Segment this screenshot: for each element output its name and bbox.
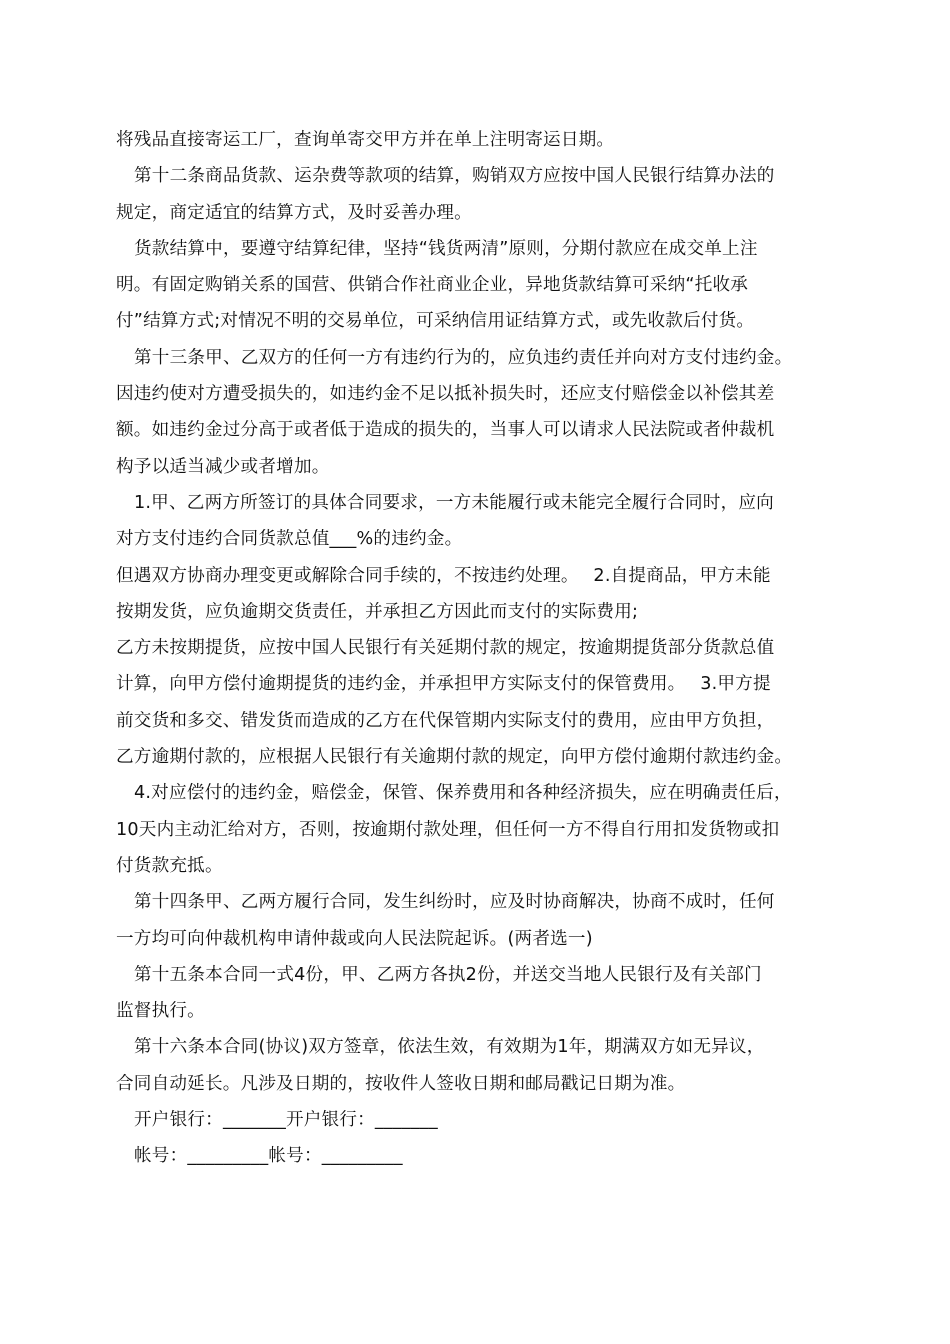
text-line: 合同自动延长。凡涉及日期的，按收件人签收日期和邮局戳记日期为准。 (116, 1073, 686, 1094)
text-line: 规定，商定适宜的结算方式，及时妥善办理。 (116, 202, 472, 223)
text-line: 按期发货，应负逾期交货责任，并承担乙方因此而支付的实际费用; (116, 601, 639, 622)
contract-text (116, 122, 836, 1175)
text-line: 1.甲、乙两方所签订的具体合同要求，一方未能履行或未能完全履行合同时，应向 (134, 492, 774, 513)
text-line: 乙方未按期提货，应按中国人民银行有关延期付款的规定，按逾期提货部分货款总值 (116, 638, 775, 659)
text-line: 第十四条甲、乙两方履行合同，发生纠纷时，应及时协商解决，协商不成时，任何 (134, 892, 775, 913)
text-line: 额。如违约金过分高于或者低于造成的损失的，当事人可以请求人民法院或者仲裁机 (116, 420, 775, 441)
text-line: 第十三条甲、乙双方的任何一方有违约行为的，应负违约责任并向对方支付违约金。 (134, 347, 793, 368)
text-line: 付货款充抵。 (116, 855, 223, 876)
text-line: 第十二条商品货款、运杂费等款项的结算，购销双方应按中国人民银行结算办法的 (134, 166, 775, 187)
text-line: 4.对应偿付的违约金，赔偿金，保管、保养费用和各种经济损失，应在明确责任后， (134, 783, 792, 804)
text-line: 对方支付违约合同货款总值___%的违约金。 (116, 529, 463, 550)
text-line: 帐号：_________帐号：_________ (134, 1146, 403, 1167)
text-line: 计算，向甲方偿付逾期提货的违约金，并承担甲方实际支付的保管费用。 3.甲方提 (116, 674, 771, 695)
text-line: 明。有固定购销关系的国营、供销合作社商业企业，异地货款结算可采纳“托收承 (116, 275, 749, 296)
text-line: 乙方逾期付款的，应根据人民银行有关逾期付款的规定，向甲方偿付逾期付款违约金。 (116, 747, 793, 768)
text-line: 付”结算方式;对情况不明的交易单位，可采纳信用证结算方式，或先收款后付货。 (116, 311, 755, 332)
text-line: 因违约使对方遭受损失的，如违约金不足以抵补损失时，还应支付赔偿金以补偿其差 (116, 384, 775, 405)
text-line: 构予以适当减少或者增加。 (116, 456, 330, 477)
text-line: 第十五条本合同一式4份，甲、乙两方各执2份，并送交当地人民银行及有关部门 (134, 964, 762, 985)
text-line: 货款结算中，要遵守结算纪律，坚持“钱货两清”原则，分期付款应在成交单上注 (134, 238, 758, 259)
text-line: 监督执行。 (116, 1001, 205, 1022)
text-line: 将残品直接寄运工厂，查询单寄交甲方并在单上注明寄运日期。 (116, 130, 615, 150)
text-line: 开户银行：_______开户银行：_______ (134, 1110, 438, 1131)
text-line: 一方均可向仲裁机构申请仲裁或向人民法院起诉。(两者选一) (116, 928, 593, 949)
text-line: 但遇双方协商办理变更或解除合同手续的，不按违约处理。 2.自提商品，甲方未能 (116, 565, 771, 586)
text-line: 第十六条本合同(协议)双方签章，依法生效，有效期为1年，期满双方如无异议， (134, 1037, 765, 1058)
text-line: 前交货和多交、错发货而造成的乙方在代保管期内实际支付的费用，应由甲方负担， (116, 710, 775, 731)
text-line: 10天内主动汇给对方，否则，按逾期付款处理，但任何一方不得自行用扣发货物或扣 (116, 819, 780, 840)
